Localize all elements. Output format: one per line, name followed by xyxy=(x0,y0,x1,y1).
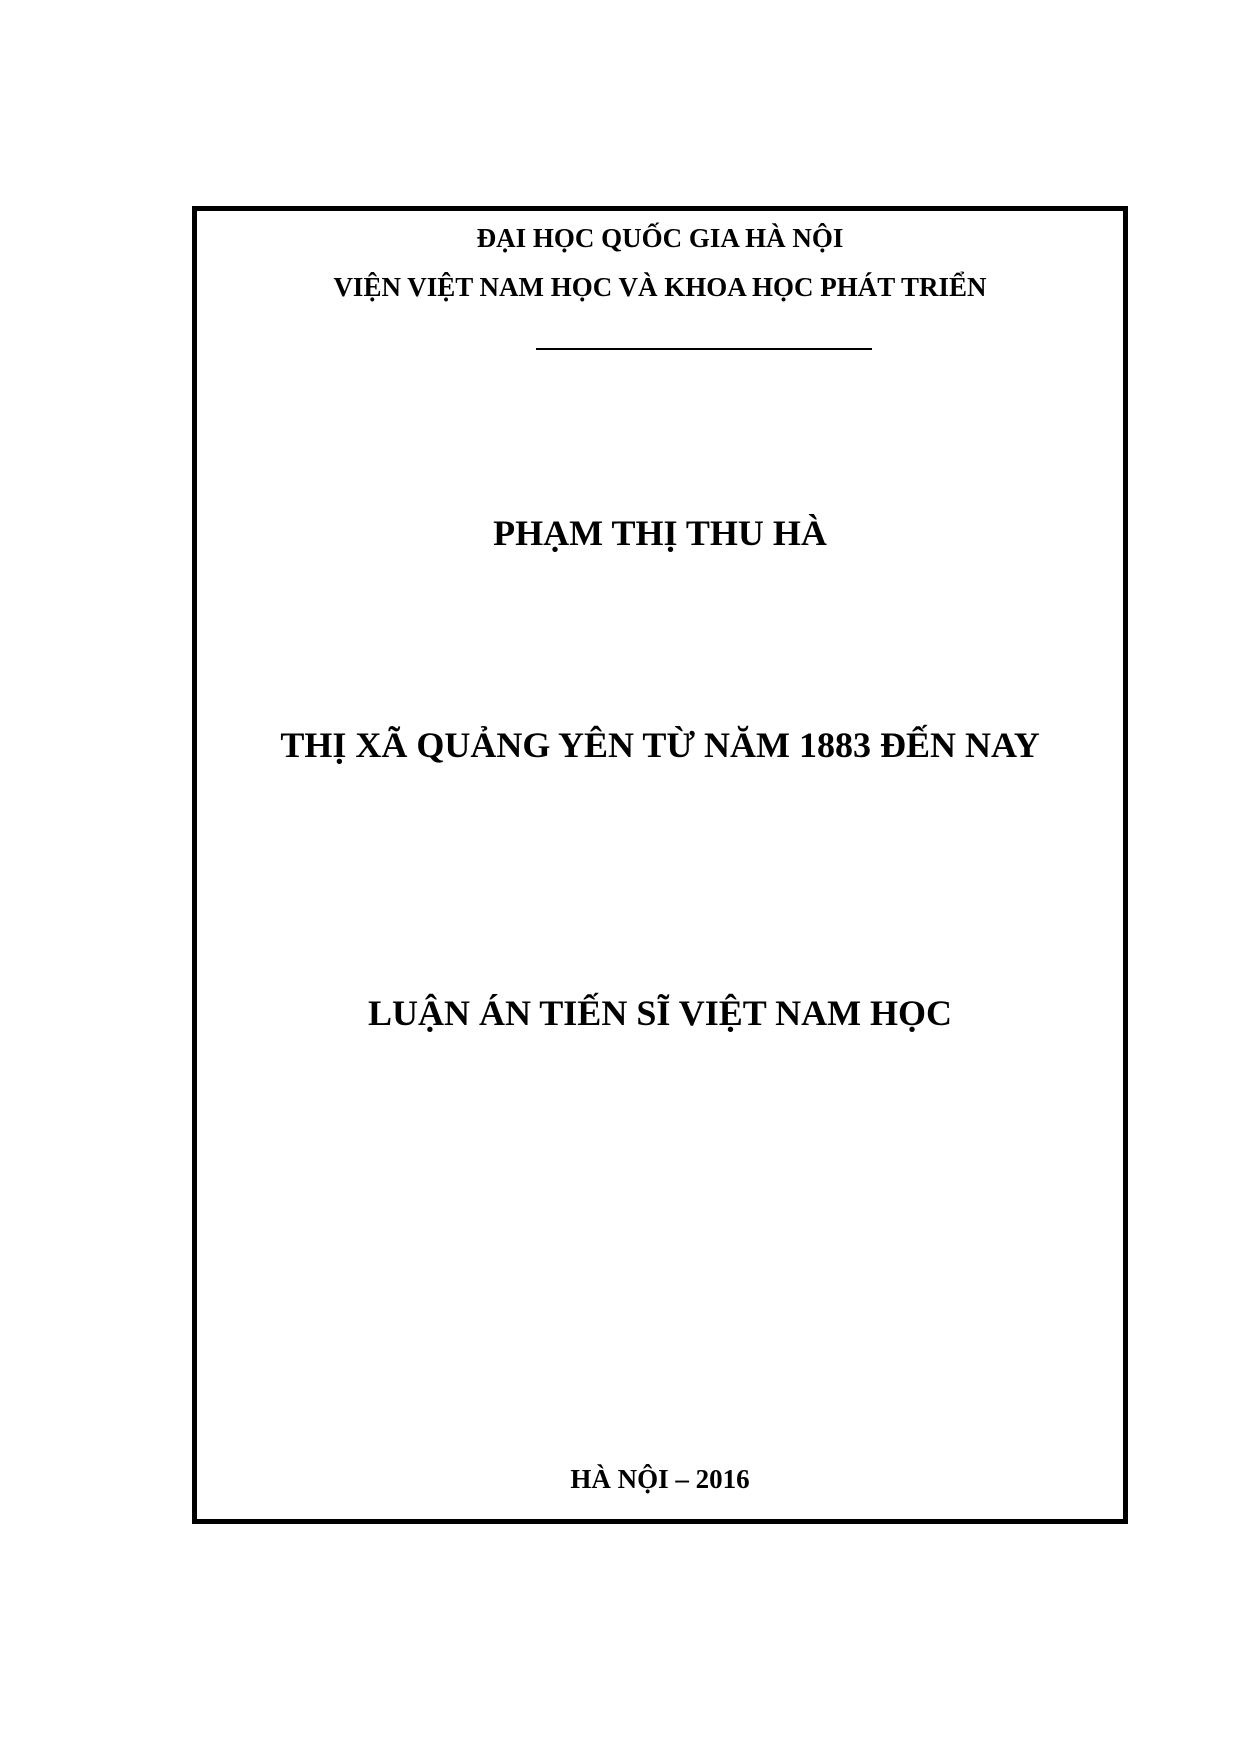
thesis-title: THỊ XÃ QUẢNG YÊN TỪ NĂM 1883 ĐẾN NAY xyxy=(280,725,1040,765)
institute-name: VIỆN VIỆT NAM HỌC VÀ KHOA HỌC PHÁT TRIỂN xyxy=(333,272,987,302)
author-name: PHẠM THỊ THU HÀ xyxy=(493,513,827,553)
place-year: HÀ NỘI – 2016 xyxy=(570,1464,750,1494)
cover-frame xyxy=(192,206,1128,1524)
university-name: ĐẠI HỌC QUỐC GIA HÀ NỘI xyxy=(476,223,844,253)
header-divider xyxy=(536,348,872,350)
degree-label: LUẬN ÁN TIẾN SĨ VIỆT NAM HỌC xyxy=(367,993,953,1033)
